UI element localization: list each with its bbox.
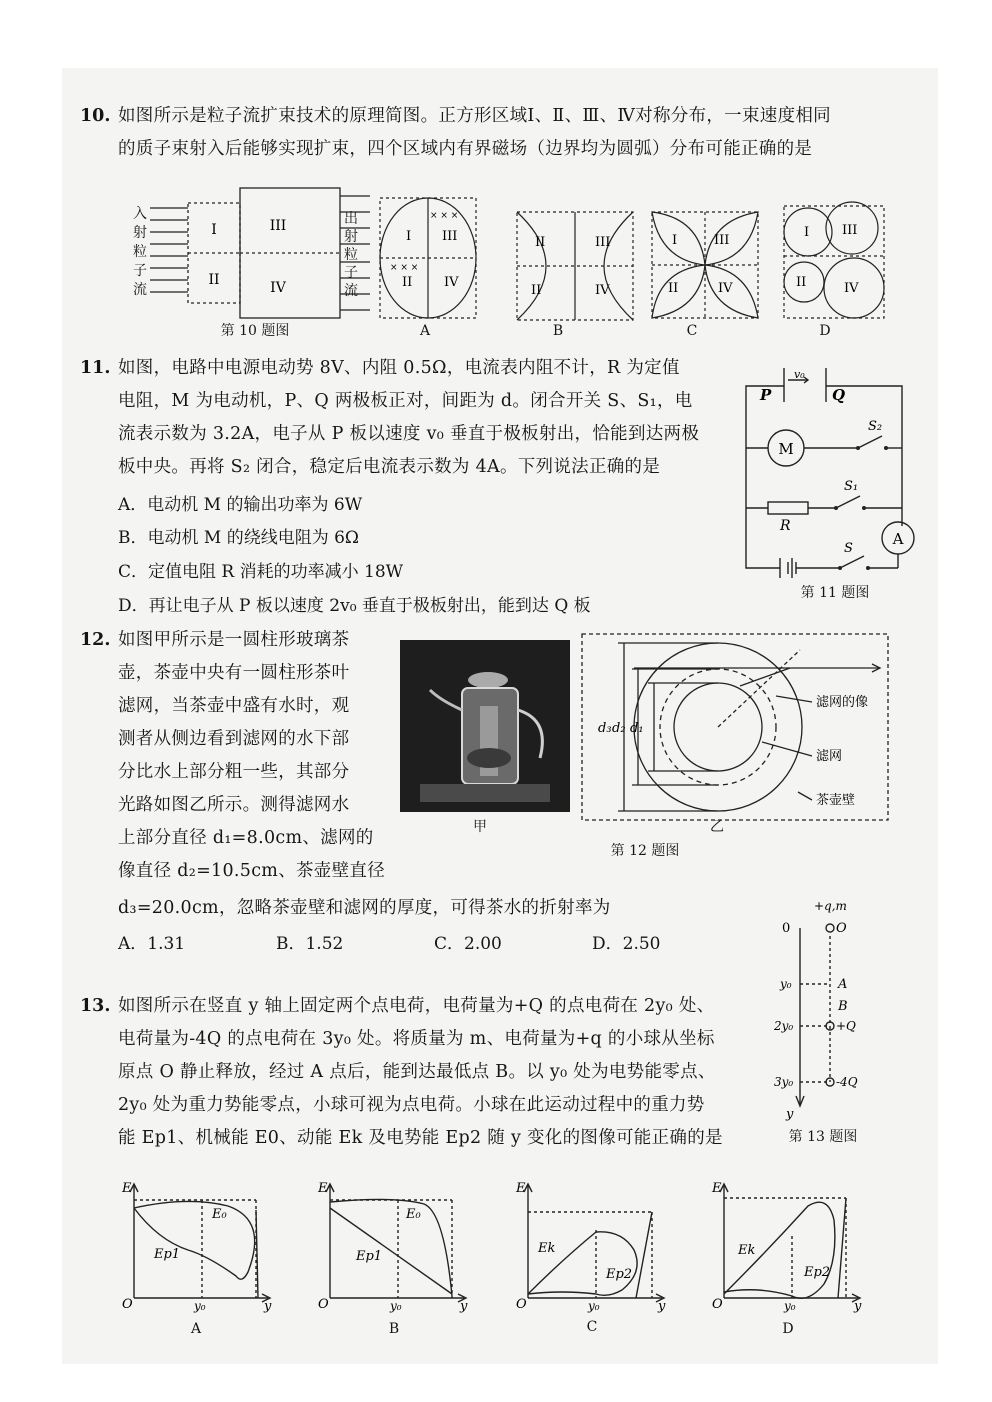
- svg-text:y: y: [460, 1299, 468, 1314]
- figure-11-circuit: [740, 362, 920, 588]
- svg-text:II: II: [535, 235, 546, 250]
- question-11-text-line4: 板中央。再将 S₂ 闭合，稳定后电流表示数为 4A。下列说法正确的是: [118, 457, 661, 477]
- 3y0-label: 3y₀: [774, 1075, 794, 1089]
- graph-option-a: [118, 1180, 278, 1314]
- question-12-text-line9: d₃=20.0cm，忽略茶壶壁和滤网的厚度，可得茶水的折射率为: [118, 898, 611, 918]
- question-12-option-d[interactable]: D．2.50: [592, 934, 661, 954]
- svg-text:IV: IV: [444, 275, 459, 290]
- svg-text:I: I: [672, 233, 678, 248]
- question-12-text-line8: 像直径 d₂=10.5cm、茶壶壁直径: [118, 861, 386, 881]
- question-12-text-line5: 分比水上部分粗一些，其部分: [118, 762, 350, 782]
- svg-text:III: III: [714, 233, 730, 248]
- svg-text:y: y: [854, 1299, 862, 1314]
- svg-text:y₀: y₀: [784, 1299, 796, 1313]
- charge-mass-label: +q,m: [814, 899, 847, 913]
- figure-10-option-c: [650, 210, 760, 320]
- question-11-option-c[interactable]: C．定值电阻 R 消耗的功率减小 18W: [118, 562, 404, 582]
- question-13-text-line2: 电荷量为-4Q 的点电荷在 3y₀ 处。将质量为 m、电荷量为+q 的小球从坐标: [118, 1029, 715, 1049]
- figure-12-caption: 第 12 题图: [610, 843, 680, 859]
- axis-y-label: y: [786, 1107, 794, 1122]
- svg-text:III: III: [842, 223, 858, 238]
- plus-q-label: +Q: [836, 1019, 856, 1033]
- figure-10-option-b: [515, 210, 635, 322]
- question-13-number: 13.: [80, 996, 111, 1016]
- svg-text:× × ×: × × ×: [390, 263, 419, 273]
- d2-label: d₂: [612, 721, 626, 736]
- question-12-text-line3: 滤网，当茶壶中盛有水时，观: [118, 696, 350, 716]
- velocity-label: v₀: [794, 368, 805, 381]
- curve-ek-label: Ek: [538, 1241, 556, 1256]
- figure-11-caption: 第 11 题图: [800, 585, 870, 601]
- question-12-text-line6: 光路如图乙所示。测得滤网水: [118, 795, 350, 815]
- outgoing-beam-label: 出 射 粒 子 流: [344, 211, 358, 299]
- figure-10-diagram: [130, 188, 370, 318]
- figure-10-option-a: [378, 196, 478, 320]
- svg-text:III: III: [595, 235, 611, 250]
- incoming-beam-label: 入 射 粒 子 流: [133, 206, 147, 298]
- d3-label: d₃: [598, 721, 612, 736]
- svg-text:IV: IV: [595, 283, 610, 298]
- teapot-photo: [400, 640, 570, 812]
- figure-13-caption: 第 13 题图: [788, 1129, 858, 1145]
- svg-text:O: O: [318, 1297, 329, 1312]
- diagram-caption-yi: 乙: [710, 819, 724, 835]
- filter-label: 滤网: [816, 749, 843, 764]
- option-a-label: A: [419, 323, 431, 339]
- svg-text:y: y: [658, 1299, 666, 1314]
- svg-text:IV: IV: [718, 281, 733, 296]
- switch-s1-label: S₁: [844, 479, 859, 494]
- graph-option-b: [314, 1180, 474, 1314]
- svg-text:II: II: [668, 281, 679, 296]
- question-11-option-b[interactable]: B．电动机 M 的绕线电阻为 6Ω: [118, 528, 360, 548]
- region-I-label: I: [211, 222, 217, 238]
- question-12-text-line4: 测者从侧边看到滤网的水下部: [118, 729, 350, 749]
- graph-option-a-label: A: [190, 1321, 202, 1337]
- region-III-label: III: [269, 218, 287, 234]
- question-12-text-line2: 壶，茶壶中央有一圆柱形茶叶: [118, 663, 350, 683]
- question-12-number: 12.: [80, 630, 111, 650]
- graph-option-b-label: B: [388, 1321, 400, 1337]
- svg-text:I: I: [406, 229, 412, 244]
- resistor-r-label: R: [780, 518, 791, 534]
- question-11-option-a[interactable]: A．电动机 M 的输出功率为 6W: [118, 495, 363, 515]
- axis-zero-label: 0: [782, 921, 791, 936]
- figure-13-axis: [770, 896, 860, 1122]
- question-13-text-line1: 如图所示在竖直 y 轴上固定两个点电荷，电荷量为+Q 的点电荷在 2y₀ 处、: [118, 996, 715, 1016]
- question-11-text-line1: 如图，电路中电源电动势 8V、内阻 0.5Ω，电流表内阻不计，R 为定值: [118, 358, 680, 378]
- origin-o-label: O: [836, 921, 847, 936]
- svg-text:O: O: [712, 1297, 723, 1312]
- option-d-label: D: [819, 323, 831, 339]
- question-12-text-line1: 如图甲所示是一圆柱形玻璃茶: [118, 630, 350, 650]
- svg-text:E: E: [122, 1181, 132, 1196]
- filter-image-label: 滤网的像: [816, 695, 869, 710]
- svg-text:× × ×: × × ×: [430, 211, 459, 221]
- curve-e0-label: E₀: [406, 1207, 421, 1222]
- svg-text:I: I: [804, 225, 810, 240]
- plate-p-label: P: [760, 386, 772, 404]
- question-11-text-line3: 流表示数为 3.2A，电子从 P 板以速度 v₀ 垂直于极板射出，恰能到达两极: [118, 424, 700, 444]
- svg-text:O: O: [516, 1297, 527, 1312]
- svg-text:y: y: [264, 1299, 272, 1314]
- d1-label: d₁: [630, 721, 644, 736]
- question-12-option-c[interactable]: C．2.00: [434, 934, 502, 954]
- svg-text:III: III: [442, 229, 458, 244]
- question-13-text-line5: 能 Ep1、机械能 E0、动能 Ek 及电势能 Ep2 随 y 变化的图像可能正确的是: [118, 1128, 723, 1148]
- curve-e0-label: E₀: [212, 1207, 227, 1222]
- plate-q-label: Q: [832, 386, 846, 404]
- minus-4q-label: -4Q: [836, 1075, 858, 1089]
- question-10-number: 10.: [80, 106, 111, 126]
- question-11-number: 11.: [80, 358, 111, 378]
- svg-text:E: E: [318, 1181, 328, 1196]
- svg-text:II: II: [796, 275, 807, 290]
- curve-ep2-label: Ep2: [804, 1265, 831, 1280]
- question-11-text-line2: 电阻，M 为电动机，P、Q 两极板正对，间距为 d。闭合开关 S、S₁，电: [118, 391, 693, 411]
- option-c-label: C: [686, 323, 698, 339]
- switch-s2-label: S₂: [868, 419, 883, 434]
- svg-text:y₀: y₀: [588, 1299, 600, 1313]
- figure-10-option-d: [782, 192, 886, 324]
- teapot-wall-label: 茶壶壁: [816, 793, 856, 808]
- question-13-text-line3: 原点 O 静止释放，经过 A 点后，能到达最低点 B。以 y₀ 处为电势能零点、: [118, 1062, 716, 1082]
- graph-option-c: [512, 1180, 672, 1314]
- question-11-option-d[interactable]: D．再让电子从 P 板以速度 2v₀ 垂直于极板射出，能到达 Q 板: [118, 596, 591, 616]
- graph-option-d: [708, 1180, 868, 1314]
- curve-ep2-label: Ep2: [606, 1267, 633, 1282]
- svg-text:IV: IV: [844, 281, 859, 296]
- point-b-label: B: [838, 999, 848, 1014]
- svg-text:II: II: [531, 283, 542, 298]
- svg-text:y₀: y₀: [390, 1299, 402, 1313]
- question-12-text-line7: 上部分直径 d₁=8.0cm、滤网的: [118, 828, 374, 848]
- ammeter-label: A: [892, 530, 904, 548]
- motor-label: M: [778, 440, 794, 458]
- svg-text:E: E: [712, 1181, 722, 1196]
- figure-10-caption: 第 10 题图: [220, 323, 290, 339]
- y0-label: y₀: [780, 977, 792, 991]
- graph-option-d-label: D: [782, 1321, 794, 1337]
- question-13-text-line4: 2y₀ 处为重力势能零点，小球可视为点电荷。小球在此运动过程中的重力势: [118, 1095, 705, 1115]
- point-a-label: A: [838, 977, 848, 992]
- svg-text:O: O: [122, 1297, 133, 1312]
- 2y0-label: 2y₀: [774, 1019, 794, 1033]
- region-II-label: II: [208, 272, 220, 288]
- curve-ep1-label: Ep1: [356, 1249, 383, 1264]
- curve-ep1-label: Ep1: [154, 1247, 181, 1262]
- figure-12-diagram: [580, 632, 890, 822]
- question-10-text-line1: 如图所示是粒子流扩束技术的原理简图。正方形区域Ⅰ、Ⅱ、Ⅲ、Ⅳ对称分布，一束速度相同: [118, 106, 831, 126]
- svg-text:II: II: [402, 275, 413, 290]
- svg-text:E: E: [516, 1181, 526, 1196]
- question-10-text-line2: 的质子束射入后能够实现扩束，四个区域内有界磁场（边界均为圆弧）分布可能正确的是: [118, 139, 813, 159]
- photo-caption-jia: 甲: [473, 819, 487, 835]
- option-b-label: B: [552, 323, 564, 339]
- graph-option-c-label: C: [586, 1319, 598, 1335]
- switch-s-label: S: [844, 541, 853, 556]
- svg-text:y₀: y₀: [194, 1299, 206, 1313]
- region-IV-label: IV: [270, 280, 286, 296]
- curve-ek-label: Ek: [738, 1243, 756, 1258]
- question-12-option-b[interactable]: B．1.52: [276, 934, 344, 954]
- question-12-option-a[interactable]: A．1.31: [118, 934, 186, 954]
